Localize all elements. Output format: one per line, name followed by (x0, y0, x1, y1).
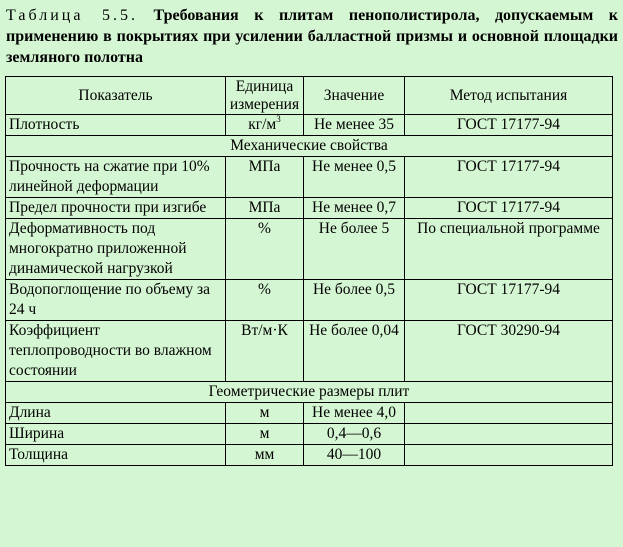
cell-value: Не более 5 (304, 219, 405, 280)
cell-method (405, 424, 613, 445)
cell-method (405, 445, 613, 466)
table-row (6, 219, 613, 280)
cell-unit: % (226, 219, 304, 280)
cell-unit: МПа (226, 198, 304, 219)
cell-value: Не более 0,04 (304, 321, 405, 382)
table-title: Требования к плитам пенополистирола, допускаемым к применению в покрытиях при усилении балластной призмы и основной площадки земляного полотна (6, 7, 619, 66)
table-row (6, 424, 613, 445)
table-row (6, 321, 613, 382)
cell-unit (226, 115, 304, 136)
cell-name: Длина (6, 403, 226, 424)
cell-value: Не более 0,5 (304, 280, 405, 321)
cell-name: Ширина (6, 424, 226, 445)
cell-method: По специальной программе (405, 219, 613, 280)
geometric-rows (6, 403, 613, 466)
table-row (6, 445, 613, 466)
cell-method (405, 403, 613, 424)
header-unit: Единица измерения (226, 77, 304, 115)
cell-name: Предел прочности при изгибе (6, 198, 226, 219)
cell-unit: % (226, 280, 304, 321)
section-row-mechanical (6, 136, 613, 157)
cell-method: ГОСТ 17177-94 (405, 198, 613, 219)
cell-value: Не менее 35 (304, 115, 405, 136)
section-title: Механические свойства (6, 136, 613, 157)
cell-unit: Вт/м·К (226, 321, 304, 382)
section-row-geometric (6, 382, 613, 403)
table-row (6, 157, 613, 198)
cell-method: ГОСТ 30290-94 (405, 321, 613, 382)
table-row (6, 403, 613, 424)
cell-name: Толщина (6, 445, 226, 466)
table-row-density (6, 115, 613, 136)
cell-name: Деформативность под многократно приложенной динамической нагрузкой (6, 219, 226, 280)
table-row (6, 280, 613, 321)
table-caption (6, 5, 618, 68)
header-row (6, 77, 613, 115)
table-row (6, 198, 613, 219)
cell-method: ГОСТ 17177-94 (405, 157, 613, 198)
unit-base: кг/м (248, 116, 277, 133)
cell-method: ГОСТ 17177-94 (405, 115, 613, 136)
cell-unit: м (226, 403, 304, 424)
header-value: Значение (304, 77, 405, 115)
cell-method: ГОСТ 17177-94 (405, 280, 613, 321)
cell-unit: м (226, 424, 304, 445)
cell-value: 0,4—0,6 (304, 424, 405, 445)
header-method: Метод испытания (405, 77, 613, 115)
cell-unit: МПа (226, 157, 304, 198)
section-title: Геометрические размеры плит (6, 382, 613, 403)
cell-value: 40—100 (304, 445, 405, 466)
cell-name: Водопоглощение по объему за 24 ч (6, 280, 226, 321)
table-number: Таблица 5.5. (6, 7, 138, 24)
cell-unit: мм (226, 445, 304, 466)
header-indicator: Показатель (6, 77, 226, 115)
cell-value: Не менее 0,7 (304, 198, 405, 219)
requirements-table (5, 76, 613, 466)
cell-value: Не менее 0,5 (304, 157, 405, 198)
cell-name: Коэффициент теплопроводности во влажном состоянии (6, 321, 226, 382)
cell-name: Плотность (6, 115, 226, 136)
cell-name: Прочность на сжатие при 10% линейной деформации (6, 157, 226, 198)
mechanical-rows (6, 157, 613, 382)
cell-value: Не менее 4,0 (304, 403, 405, 424)
unit-superscript: 3 (276, 113, 281, 124)
